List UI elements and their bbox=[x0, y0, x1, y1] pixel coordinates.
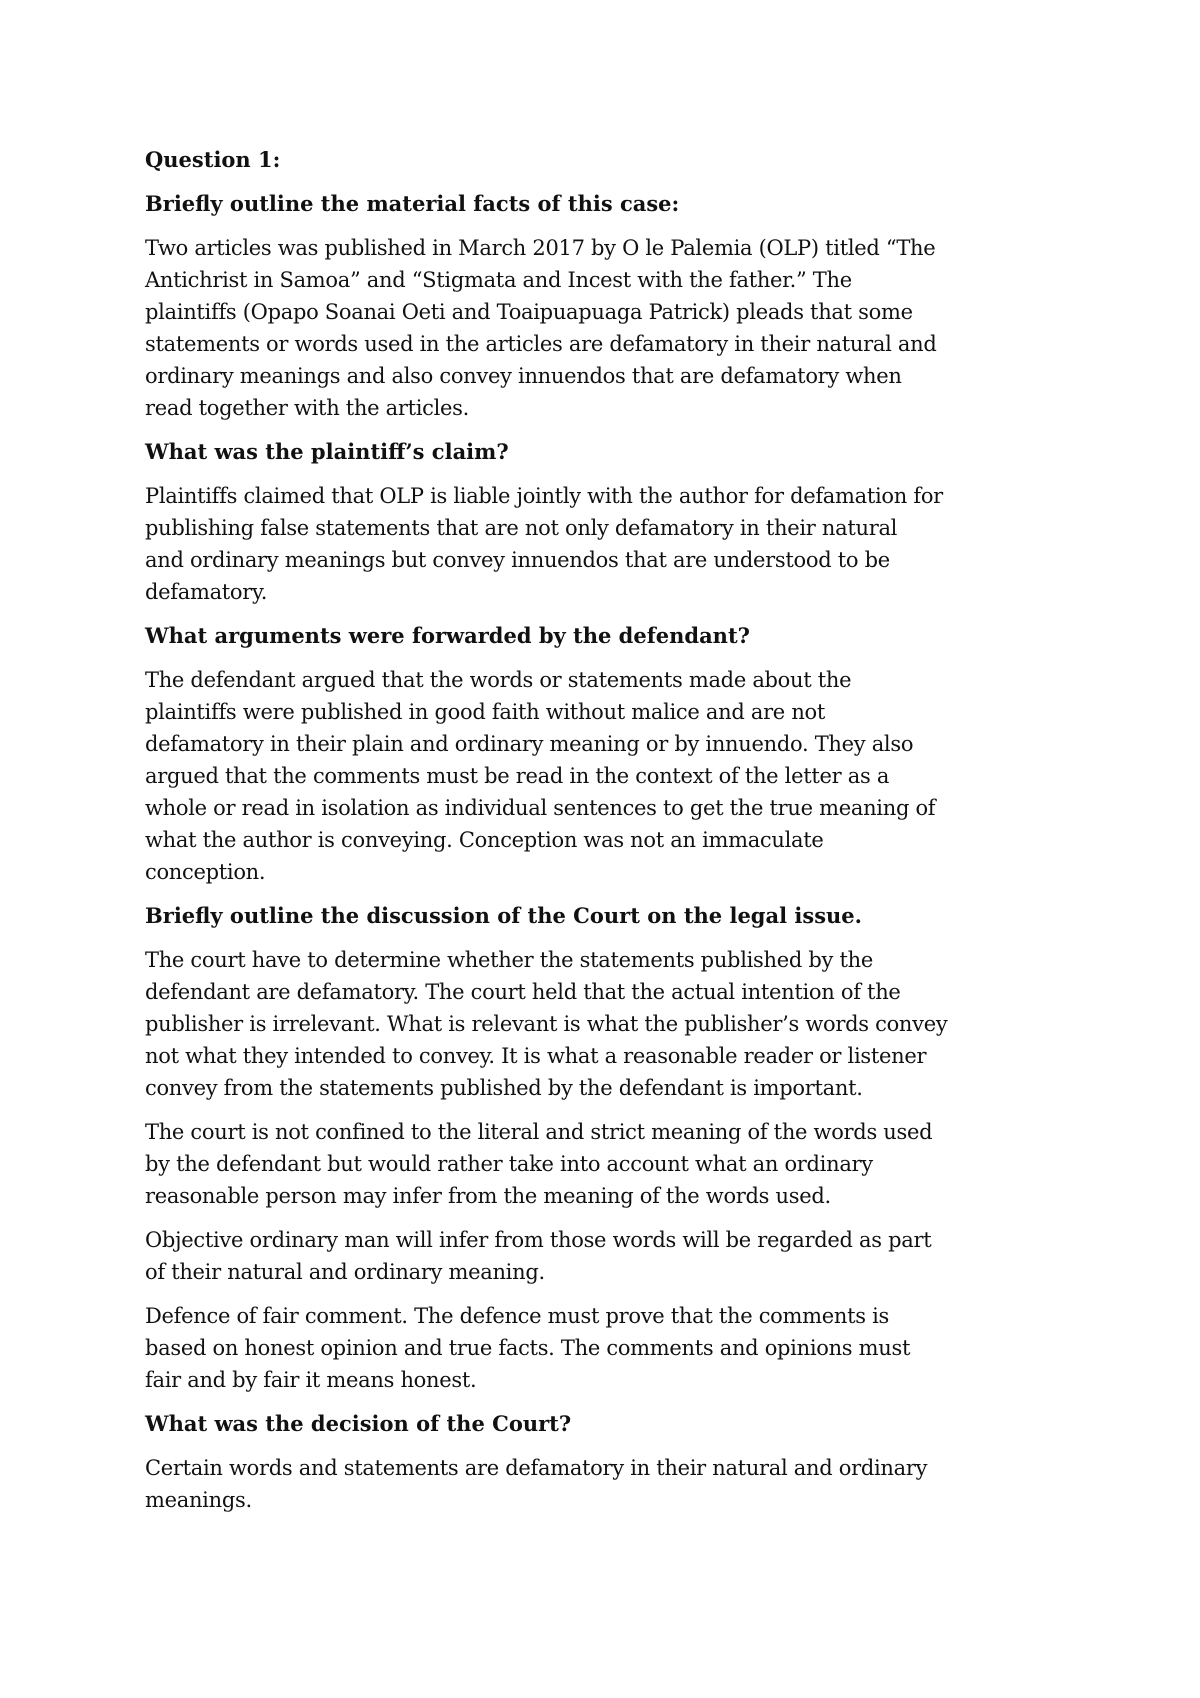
text-line: by the defendant but would rather take into account what an ordinary bbox=[145, 1152, 873, 1176]
text-line: conception. bbox=[145, 860, 266, 884]
section-defendant-arguments bbox=[145, 620, 1072, 888]
section-heading: Briefly outline the material facts of this case: bbox=[145, 191, 680, 216]
text-line: convey from the statements published by the defendant is important. bbox=[145, 1076, 863, 1100]
text-line: defamatory. bbox=[145, 580, 268, 604]
text-line: not what they intended to convey. It is what a reasonable reader or listener bbox=[145, 1044, 927, 1068]
text-line: defamatory in their plain and ordinary meaning or by innuendo. They also bbox=[145, 732, 914, 756]
section-court-decision bbox=[145, 1408, 1072, 1516]
text-line: defendant are defamatory. The court held that the actual intention of the bbox=[145, 980, 901, 1004]
text-line: meanings. bbox=[145, 1488, 252, 1512]
text-line: publisher is irrelevant. What is relevant is what the publisher’s words convey bbox=[145, 1012, 948, 1036]
text-line: reasonable person may infer from the meaning of the words used. bbox=[145, 1184, 831, 1208]
paragraph bbox=[145, 944, 1072, 1104]
text-line: Objective ordinary man will infer from those words will be regarded as part bbox=[145, 1228, 932, 1252]
section-plaintiff-claim bbox=[145, 436, 1072, 608]
text-line: whole or read in isolation as individual sentences to get the true meaning of bbox=[145, 796, 936, 820]
text-line: The court have to determine whether the statements published by the bbox=[145, 948, 873, 972]
paragraph bbox=[145, 1300, 1072, 1396]
text-line: ordinary meanings and also convey innuendos that are defamatory when bbox=[145, 364, 902, 388]
text-line: Defence of fair comment. The defence must prove that the comments is bbox=[145, 1304, 889, 1328]
text-line: of their natural and ordinary meaning. bbox=[145, 1260, 545, 1284]
text-line: Plaintiffs claimed that OLP is liable jointly with the author for defamation for bbox=[145, 484, 943, 508]
section-heading: What was the decision of the Court? bbox=[145, 1411, 572, 1436]
text-line: and ordinary meanings but convey innuendos that are understood to be bbox=[145, 548, 890, 572]
text-line: fair and by fair it means honest. bbox=[145, 1368, 477, 1392]
section-material-facts bbox=[145, 188, 1072, 424]
question-title: Question 1: bbox=[145, 147, 281, 172]
paragraph bbox=[145, 1116, 1072, 1212]
text-line: The defendant argued that the words or statements made about the bbox=[145, 668, 852, 692]
text-line: The court is not confined to the literal and strict meaning of the words used bbox=[145, 1120, 933, 1144]
text-line: plaintiffs (Opapo Soanai Oeti and Toaipuapuaga Patrick) pleads that some bbox=[145, 300, 913, 324]
text-line: publishing false statements that are not only defamatory in their natural bbox=[145, 516, 898, 540]
section-heading: Briefly outline the discussion of the Court on the legal issue. bbox=[145, 903, 862, 928]
text-line: based on honest opinion and true facts. The comments and opinions must bbox=[145, 1336, 911, 1360]
section-heading: What arguments were forwarded by the defendant? bbox=[145, 623, 750, 648]
text-line: read together with the articles. bbox=[145, 396, 470, 420]
paragraph bbox=[145, 1224, 1072, 1288]
text-line: statements or words used in the articles are defamatory in their natural and bbox=[145, 332, 937, 356]
text-line: Certain words and statements are defamatory in their natural and ordinary bbox=[145, 1456, 928, 1480]
text-line: plaintiffs were published in good faith without malice and are not bbox=[145, 700, 826, 724]
paragraph bbox=[145, 1452, 1072, 1516]
text-line: what the author is conveying. Conception was not an immaculate bbox=[145, 828, 824, 852]
section-court-discussion bbox=[145, 900, 1072, 1396]
paragraph bbox=[145, 232, 1072, 424]
text-line: Antichrist in Samoa” and “Stigmata and Incest with the father.” The bbox=[145, 268, 852, 292]
paragraph bbox=[145, 664, 1072, 888]
section-heading: What was the plaintiff’s claim? bbox=[145, 439, 509, 464]
text-line: argued that the comments must be read in the context of the letter as a bbox=[145, 764, 890, 788]
paragraph bbox=[145, 480, 1072, 608]
text-line: Two articles was published in March 2017 by O le Palemia (OLP) titled “The bbox=[145, 236, 936, 260]
